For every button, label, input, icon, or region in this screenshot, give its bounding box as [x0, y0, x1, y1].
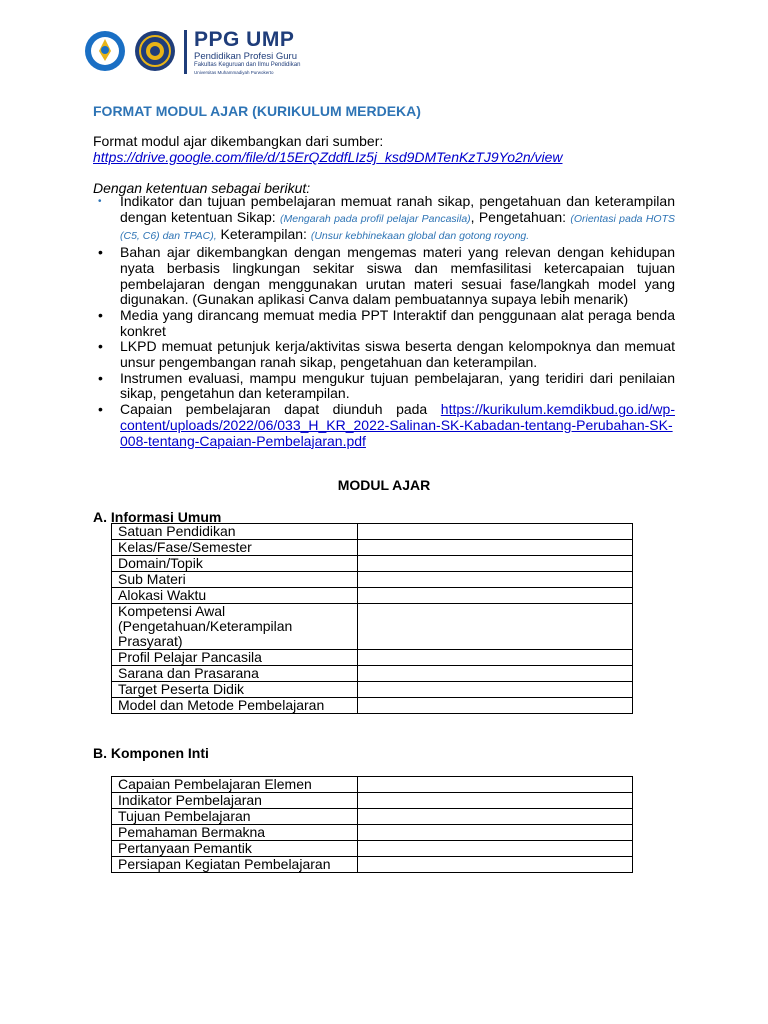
row-value-cell[interactable]	[358, 682, 633, 698]
table-row	[112, 793, 633, 809]
section-b-title: B. Komponen Inti	[93, 745, 209, 761]
row-label: Domain/Topik	[112, 556, 358, 572]
table-row	[112, 524, 633, 540]
row-value-cell[interactable]	[358, 841, 633, 857]
table-row	[112, 841, 633, 857]
row-value-cell[interactable]	[358, 650, 633, 666]
row-label: Kompetensi Awal (Pengetahuan/Keterampilan Prasyarat)	[112, 604, 358, 650]
row-label: Alokasi Waktu	[112, 588, 358, 604]
bullet-icon: •	[98, 338, 103, 355]
bullet-icon: •	[98, 369, 103, 386]
bullet-icon: •	[98, 196, 102, 207]
table-row	[112, 604, 633, 650]
modul-heading: MODUL AJAR	[337, 477, 431, 493]
university-seal-logo	[134, 30, 176, 72]
row-value-cell[interactable]	[358, 793, 633, 809]
row-label: Satuan Pendidikan	[112, 524, 358, 540]
row-label: Persiapan Kegiatan Pembelajaran	[112, 857, 358, 873]
pengetahuan-note: (Orientasi pada HOTS (C5, C6) dan TPAC),	[120, 212, 675, 243]
row-label: Target Peserta Didik	[112, 682, 358, 698]
brand-faculty: Fakultas Keguruan dan Ilmu Pendidikan	[194, 62, 301, 68]
table-row	[112, 540, 633, 556]
section-a-title: A. Informasi Umum	[93, 509, 222, 525]
list-item: • LKPD memuat petunjuk kerja/aktivitas siswa beserta dengan kelompoknya dan memuat unsur pengembangan ranah sikap, pengetahuan dan keterampilan.	[98, 338, 675, 371]
list-item: • Media yang dirancang memuat media PPT Interaktif dan penggunaan alat peraga benda konkret	[98, 306, 675, 339]
informasi-umum-table	[111, 523, 633, 714]
row-value-cell[interactable]	[358, 604, 633, 650]
row-value-cell[interactable]	[358, 540, 633, 556]
table-row	[112, 650, 633, 666]
row-value-cell[interactable]	[358, 777, 633, 793]
row-value-cell[interactable]	[358, 588, 633, 604]
brand-subtitle: Pendidikan Profesi Guru	[194, 51, 297, 62]
list-item: • Indikator dan tujuan pembelajaran memuat ranah sikap, pengetahuan dan keterampilan dengan ketentuan Sikap: (Mengarah pada profil pelajar Pancasila), Pengetahuan: (Orientasi pada HOTS (C5, C6) dan TPAC), Keterampilan: (Unsur kebhinekaan global dan gotong royong.	[98, 193, 675, 243]
row-label: Indikator Pembelajaran	[112, 793, 358, 809]
list-item: • Bahan ajar dikembangkan dengan mengemas materi yang relevan dengan kehidupan nyata berbasis lingkungan sekitar siswa dan memfasilitasi ketercapaian tujuan pembelajaran dengan menggunakan urutan materi sesuai fase/langkah model yang digunakan. (Gunakan aplikasi Canva dalam pembuatannya supaya lebih menarik)	[98, 244, 675, 308]
row-label: Profil Pelajar Pancasila	[112, 650, 358, 666]
sikap-note: (Mengarah pada profil pelajar Pancasila)	[279, 212, 471, 225]
table-row	[112, 809, 633, 825]
row-label: Tujuan Pembelajaran	[112, 809, 358, 825]
row-label: Kelas/Fase/Semester	[112, 540, 358, 556]
row-value-cell[interactable]	[358, 524, 633, 540]
list-item: • Capaian pembelajaran dapat diunduh pada https://kurikulum.kemdikbud.go.id/wp-content/uploads/2022/06/033_H_KR_2022-Salinan-SK-Kabadan-tentang-Perubahan-SK-008-tentang-Capaian-Pembelajaran.pdf	[98, 401, 675, 449]
tut-wuri-handayani-logo	[84, 30, 126, 72]
komponen-inti-table	[111, 776, 633, 873]
table-row	[112, 572, 633, 588]
bullet-icon: •	[98, 244, 103, 261]
source-link[interactable]: https://drive.google.com/file/d/15ErQZddfLIz5j_ksd9DMTenKzTJ9Yo2n/view	[93, 149, 563, 165]
bullet-icon: •	[98, 401, 103, 418]
table-row	[112, 682, 633, 698]
header	[84, 20, 334, 80]
source-intro: Format modul ajar dikembangkan dari sumber:	[93, 133, 384, 149]
row-value-cell[interactable]	[358, 572, 633, 588]
keterampilan-note: (Unsur kebhinekaan global dan gotong royong.	[310, 230, 530, 243]
row-value-cell[interactable]	[358, 556, 633, 572]
row-value-cell[interactable]	[358, 857, 633, 873]
row-value-cell[interactable]	[358, 825, 633, 841]
row-value-cell[interactable]	[358, 809, 633, 825]
bullet-icon: •	[98, 306, 103, 323]
table-row	[112, 666, 633, 682]
table-row	[112, 588, 633, 604]
row-label: Sub Materi	[112, 572, 358, 588]
table-row	[112, 777, 633, 793]
table-row	[112, 857, 633, 873]
header-divider	[184, 30, 187, 74]
brand-university: Universitas Muhammadiyah Purwokerto	[194, 70, 274, 75]
conditions-list	[93, 194, 675, 449]
row-label: Pertanyaan Pemantik	[112, 841, 358, 857]
brand-title: PPG UMP	[194, 28, 295, 51]
conditions-intro: Dengan ketentuan sebagai berikut:	[93, 180, 311, 196]
row-label: Model dan Metode Pembelajaran	[112, 698, 358, 714]
row-label: Capaian Pembelajaran Elemen	[112, 777, 358, 793]
table-row	[112, 556, 633, 572]
document-title: FORMAT MODUL AJAR (KURIKULUM MERDEKA)	[93, 103, 421, 119]
row-value-cell[interactable]	[358, 698, 633, 714]
row-value-cell[interactable]	[358, 666, 633, 682]
table-row	[112, 825, 633, 841]
capaian-link[interactable]: https://kurikulum.kemdikbud.go.id/wp-content/uploads/2022/06/033_H_KR_2022-Salinan-SK-Kabadan-tentang-Perubahan-SK-008-tentang-Capaian-Pembelajaran.pdf	[120, 401, 675, 449]
list-item: • Instrumen evaluasi, mampu mengukur tujuan pembelajaran, yang teridiri dari penilaian sikap, pengetahun dan keterampilan.	[98, 369, 675, 402]
row-label: Sarana dan Prasarana	[112, 666, 358, 682]
row-label: Pemahaman Bermakna	[112, 825, 358, 841]
table-row	[112, 698, 633, 714]
